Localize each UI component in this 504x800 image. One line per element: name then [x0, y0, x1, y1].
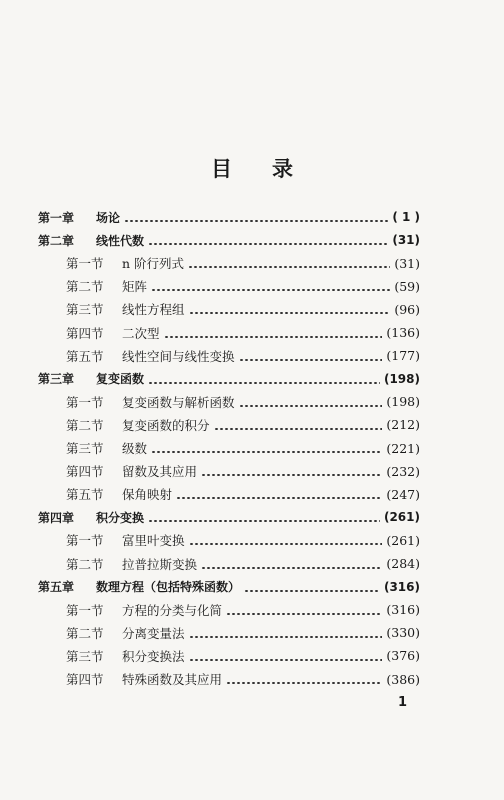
title-char-right: 录 — [272, 157, 293, 181]
toc-entry-page: (316) — [386, 602, 420, 618]
toc-entry-title: 级数 — [122, 441, 148, 456]
toc-entry-title: n 阶行列式 — [122, 256, 185, 272]
toc-entry-page: (316) — [383, 579, 420, 594]
toc-section-entry — [66, 669, 420, 689]
toc-entry-number: 第五节 — [66, 487, 104, 503]
toc-entry-page: (330) — [386, 625, 420, 641]
toc-entry-number: 第二节 — [66, 417, 104, 433]
toc-entry-title: 留数及其应用 — [122, 464, 198, 480]
toc-entry-number: 第二章 — [38, 233, 75, 248]
toc-leader-dots — [239, 405, 383, 407]
toc-leader-dots — [201, 567, 382, 569]
toc-entry-page: (31) — [392, 233, 420, 248]
toc-entry-page: (232) — [386, 463, 420, 479]
toc-entry-page: (59) — [394, 278, 420, 294]
toc-entry-number: 第四节 — [66, 464, 104, 480]
toc-entry-title: 复变函数 — [96, 372, 145, 387]
toc-chapter-entry — [38, 207, 420, 227]
toc-leader-dots — [189, 312, 391, 314]
toc-entry-title: 保角映射 — [122, 487, 173, 503]
toc-entry-page: (198) — [386, 394, 420, 410]
toc-entry-number: 第三章 — [38, 372, 75, 387]
toc-leader-dots — [188, 266, 390, 268]
toc-leader-dots — [226, 682, 382, 684]
toc-entry-page: (96) — [394, 301, 420, 317]
toc-entry-title: 矩阵 — [122, 279, 148, 295]
toc-leader-dots — [244, 590, 380, 592]
toc-section-entry — [66, 600, 420, 620]
toc-leader-dots — [148, 243, 388, 245]
toc-entry-title: 特殊函数及其应用 — [122, 672, 223, 687]
toc-entry-title: 积分变换 — [96, 510, 145, 525]
toc-entry-page: (261) — [383, 510, 420, 525]
toc-leader-dots — [189, 659, 383, 661]
toc-entry-page: (386) — [386, 671, 420, 687]
toc-leader-dots — [201, 474, 382, 476]
toc-leader-dots — [189, 543, 383, 545]
toc-leader-dots — [214, 428, 383, 430]
toc-leader-dots — [124, 220, 388, 222]
toc-leader-dots — [148, 520, 380, 522]
page-title — [0, 153, 504, 183]
toc-section-entry — [66, 392, 420, 412]
toc-entry-number: 第二节 — [66, 279, 104, 295]
toc-entry-title: 富里叶变换 — [122, 533, 185, 549]
toc-entry-number: 第四节 — [66, 325, 104, 341]
toc-entry-number: 第一节 — [66, 256, 104, 272]
toc-entry-page: (261) — [386, 532, 420, 548]
toc-section-entry — [66, 438, 420, 458]
toc-entry-title: 二次型 — [122, 325, 160, 341]
toc-entry-number: 第三节 — [66, 648, 104, 664]
toc-entry-page: (198) — [383, 371, 420, 386]
toc-leader-dots — [226, 613, 382, 615]
toc-leader-dots — [151, 289, 390, 291]
toc-entry-number: 第三节 — [66, 302, 104, 318]
toc-entry-title: 数理方程（包括特殊函数） — [96, 580, 241, 595]
toc-leader-dots — [164, 336, 383, 338]
toc-entry-number: 第二节 — [66, 556, 104, 572]
toc-entry-page: (376) — [386, 648, 420, 664]
toc-entry-page: (284) — [386, 556, 420, 571]
toc-entry-number: 第四章 — [38, 510, 75, 525]
toc-entry-number: 第五章 — [38, 580, 75, 595]
toc-entry-title: 场论 — [96, 210, 121, 225]
toc-section-entry — [66, 299, 420, 319]
toc-section-entry — [66, 623, 420, 643]
title-char-left: 目 — [211, 157, 232, 181]
toc-entry-page: (247) — [386, 486, 420, 502]
toc-section-entry — [66, 253, 420, 273]
toc-section-entry — [66, 415, 420, 435]
toc-chapter-entry — [38, 230, 420, 250]
toc-entry-page: ( 1 ) — [392, 210, 420, 224]
toc-entry-number: 第五节 — [66, 348, 104, 364]
toc-entry-title: 线性方程组 — [122, 302, 185, 318]
toc-entry-title: 复变函数的积分 — [122, 417, 210, 433]
toc-entry-page: (136) — [386, 325, 420, 340]
toc-entry-page: (177) — [386, 348, 420, 364]
toc-section-entry — [66, 484, 420, 504]
toc-entry-title: 线性空间与线性变换 — [122, 348, 235, 364]
toc-leader-dots — [176, 497, 382, 499]
toc-entry-title: 方程的分类与化简 — [122, 602, 223, 618]
toc-section-entry — [66, 646, 420, 666]
toc-section-entry — [66, 530, 420, 550]
toc-leader-dots — [151, 451, 382, 453]
toc-entry-number: 第三节 — [66, 441, 104, 456]
toc-entry-title: 线性代数 — [96, 233, 145, 248]
toc-entry-title: 复变函数与解析函数 — [122, 394, 235, 410]
toc-entry-title: 积分变换法 — [122, 648, 185, 664]
toc-section-entry — [66, 554, 420, 574]
toc-leader-dots — [148, 382, 380, 384]
toc-entry-number: 第四节 — [66, 672, 104, 687]
toc-section-entry — [66, 346, 420, 366]
page-number: 1 — [398, 695, 408, 710]
toc-section-entry — [66, 461, 420, 481]
toc-entry-number: 第一节 — [66, 533, 104, 549]
toc-entry-number: 第一章 — [38, 210, 75, 225]
toc-entry-page: (221) — [386, 440, 420, 456]
toc-section-entry — [66, 276, 420, 296]
toc-entry-title: 拉普拉斯变换 — [122, 556, 198, 572]
toc-chapter-entry — [38, 577, 420, 597]
toc-entry-page: (212) — [386, 417, 420, 433]
toc-leader-dots — [189, 636, 383, 638]
toc-entry-number: 第二节 — [66, 625, 104, 641]
toc-entry-number: 第一节 — [66, 394, 104, 410]
toc-entry-page: (31) — [394, 255, 420, 271]
toc-chapter-entry — [38, 507, 420, 527]
toc-leader-dots — [239, 359, 383, 361]
toc-section-entry — [66, 323, 420, 343]
toc-entry-number: 第一节 — [66, 602, 104, 618]
toc-chapter-entry — [38, 369, 420, 389]
toc-entry-title: 分离变量法 — [122, 625, 185, 641]
